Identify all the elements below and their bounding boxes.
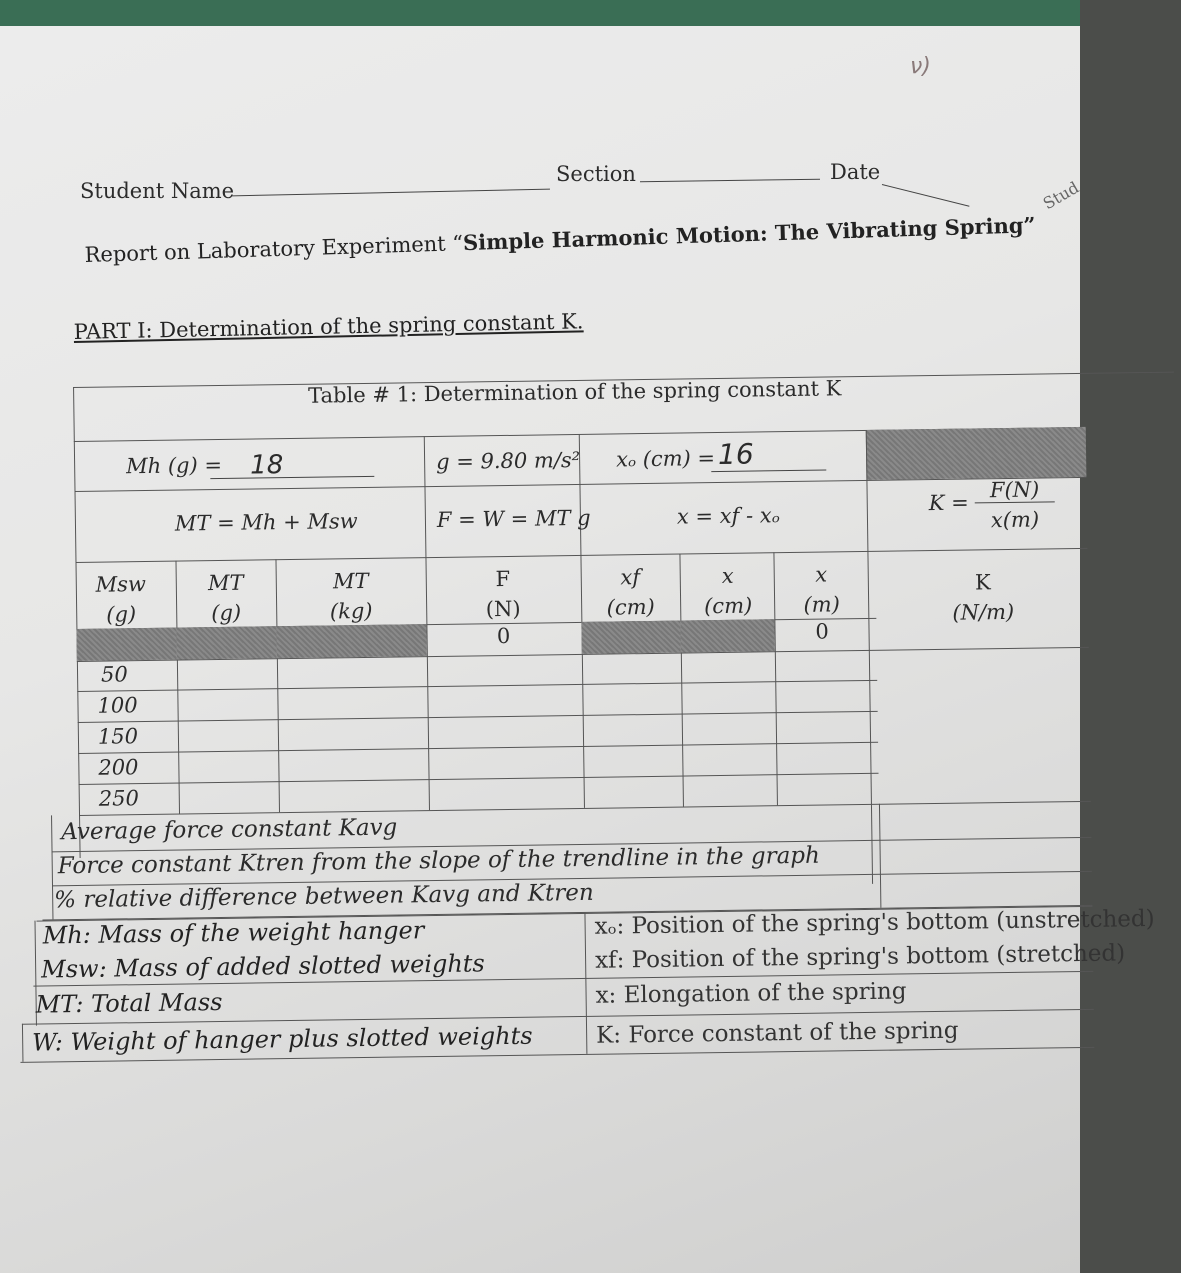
shaded-header-cell [866,427,1087,480]
weight-formula: F = W = MT g [436,505,591,532]
zero-force-value: 0 [496,623,511,649]
col-msw-header: Msw (g) [95,572,147,627]
initial-position-value[interactable]: 16 [717,437,754,472]
cut-off-margin-text: Stud [1039,177,1083,214]
legend-xf: xf: Position of the spring's bottom (stretched) [594,940,1126,974]
msw-value-150: 150 [97,724,139,749]
k-formula-numerator: F(N) [974,477,1054,503]
msw-value-50: 50 [100,662,128,687]
col-mt-kg-header: MT (kg) [329,568,373,624]
legend-xo: xₒ: Position of the spring's bottom (unstretched) [594,905,1155,940]
part-heading: PART I: Determination of the spring constant K. [73,309,584,344]
section-label: Section [556,162,636,186]
section-line[interactable] [640,179,820,183]
date-line[interactable] [882,184,970,207]
avg-k-label: Average force constant Kavg [61,814,398,846]
worksheet-page [0,26,1155,1273]
legend-w: W: Weight of hanger plus slotted weights [32,1021,533,1057]
zero-x-m-value: 0 [815,619,829,644]
hanger-mass-label: Mh (g) = [125,452,223,479]
hanger-mass-value[interactable]: 18 [249,450,284,481]
legend-x: x: Elongation of the spring [595,978,907,1009]
gravity-value: g = 9.80 m/s² [435,447,581,474]
msw-value-100: 100 [97,693,138,718]
total-mass-formula: MT = Mh + Msw [174,509,358,536]
legend-mt: MT: Total Mass [35,987,223,1019]
col-xf-header: xf (cm) [606,565,655,620]
relative-difference-label: % relative difference between Kavg and Ktren [54,879,594,914]
k-formula-prefix: K = [928,490,969,516]
col-x-m-header: x (m) [803,562,840,617]
k-formula-denominator: x(m) [990,507,1040,533]
initial-position-label: xₒ (cm) = [615,446,716,472]
date-label: Date [830,160,881,184]
elongation-formula: x = xf - xₒ [676,503,780,529]
col-force-header: F (N) [485,566,521,622]
col-k-header: K (N/m) [952,570,1015,625]
col-x-cm-header: x (cm) [703,563,753,619]
legend-msw: Msw: Mass of added slotted weights [40,949,485,984]
handwritten-mark: ν) [910,54,931,79]
col-mt-g-header: MT (g) [207,570,244,626]
msw-value-250: 250 [98,786,140,811]
student-name-line[interactable] [232,189,550,197]
legend-mh: Mh: Mass of the weight hanger [42,916,425,950]
student-name-label: Student Name [80,179,235,203]
msw-value-200: 200 [98,755,139,780]
table-title: Table # 1: Determination of the spring constant K [308,376,842,408]
report-title: Report on Laboratory Experiment “Simple Harmonic Motion: The Vibrating Spring” [84,212,1036,267]
legend-k: K: Force constant of the spring [595,1017,959,1049]
trend-k-label: Force constant Ktren from the slope of the trendline in the graph [57,842,821,880]
